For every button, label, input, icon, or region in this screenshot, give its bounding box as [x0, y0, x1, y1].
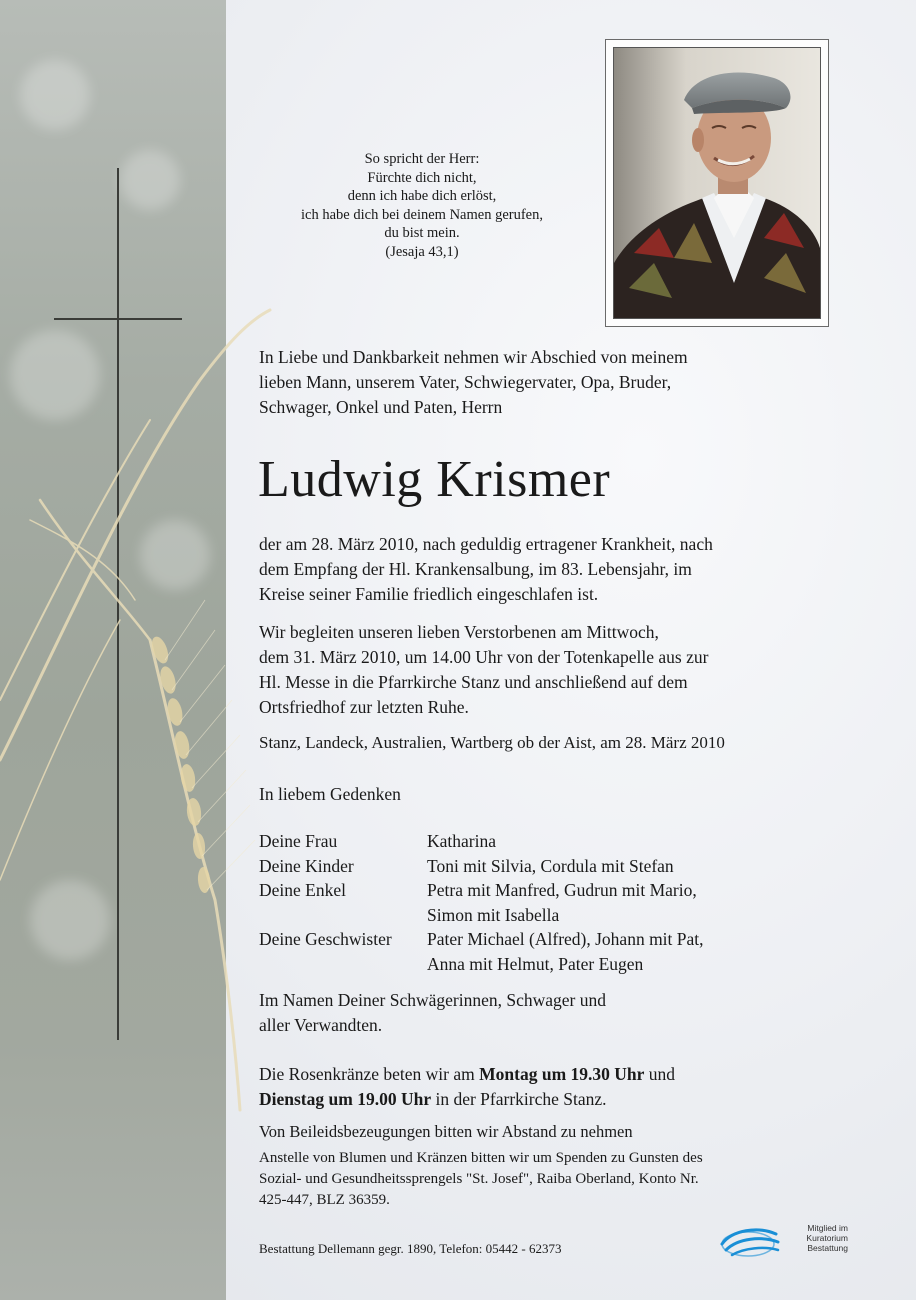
relatives-note [259, 988, 606, 1038]
family-role: Deine Kinder [259, 855, 354, 876]
family-row [259, 854, 704, 879]
relatives-line: aller Verwandten. [259, 1015, 383, 1035]
notice-line: dem Empfang der Hl. Krankensalbung, im 83. Lebensjahr, im [259, 559, 692, 579]
rosary-day1: Montag um 19.30 Uhr [479, 1064, 645, 1084]
funeral-line: Hl. Messe in die Pfarrkirche Stanz und anschließend auf dem [259, 672, 688, 692]
family-names: Toni mit Silvia, Cordula mit Stefan [427, 855, 674, 876]
verse-line: Fürchte dich nicht, [367, 169, 477, 186]
donation-line: Sozial- und Gesundheitssprengels "St. Josef", Raiba Oberland, Konto Nr. [259, 1171, 699, 1187]
side-panel [0, 0, 226, 1300]
death-notice [259, 532, 713, 607]
verse-line: So spricht der Herr: [364, 151, 480, 167]
family-row [259, 829, 704, 854]
family-names: Pater Michael (Alfred), Johann mit Pat, [427, 929, 704, 949]
cross-icon-beam [54, 318, 182, 320]
family-names: Anna mit Helmut, Pater Eugen [427, 953, 644, 974]
funeral-line: Wir begleiten unseren lieben Verstorbenen am Mittwoch, [259, 622, 659, 642]
intro-line: Schwager, Onkel und Paten, Herrn [259, 397, 503, 417]
intro-line: lieben Mann, unserem Vater, Schwiegervater, Opa, Bruder, [259, 372, 672, 392]
family-names: Katharina [427, 831, 496, 851]
notice-line: Kreise seiner Familie friedlich eingeschlafen ist. [259, 584, 599, 604]
kuratorium-logo-text: Mitglied im Kuratorium Bestattung [806, 1223, 848, 1253]
family-row [259, 927, 704, 976]
verse-reference: (Jesaja 43,1) [385, 243, 459, 260]
verse-line: denn ich habe dich erlöst, [347, 188, 497, 204]
family-names: Simon mit Isabella [427, 904, 560, 925]
condolence-note: Von Beileidsbezeugungen bitten wir Abstand zu nehmen [259, 1122, 633, 1141]
rosary-day2: Dienstag um 19.00 Uhr [259, 1089, 432, 1109]
family-role: Deine Enkel [259, 880, 346, 900]
family-role: Deine Geschwister [259, 929, 392, 949]
bible-verse [262, 150, 582, 261]
family-names: Petra mit Manfred, Gudrun mit Mario, [427, 880, 697, 900]
portrait-photo [613, 47, 821, 319]
verse-line: du bist mein. [384, 225, 460, 241]
funeral-home-footer: Bestattung Dellemann gegr. 1890, Telefon: 05442 - 62373 [259, 1241, 562, 1256]
cross-icon [117, 168, 119, 1040]
rosary-info: Die Rosenkränze beten wir am Montag um 19.30 Uhr und Dienstag um 19.00 Uhr in der Pfarrkirche Stanz. [259, 1064, 676, 1109]
intro-line: In Liebe und Dankbarkeit nehmen wir Abschied von meinem [259, 347, 688, 367]
deceased-name: Ludwig Krismer [258, 451, 611, 508]
family-list [259, 829, 704, 976]
notice-line: der am 28. März 2010, nach geduldig ertragener Krankheit, nach [259, 534, 713, 554]
portrait-frame [605, 39, 829, 327]
donation-line: 425-447, BLZ 36359. [259, 1192, 390, 1208]
funeral-line: dem 31. März 2010, um 14.00 Uhr von der Totenkapelle aus zur [259, 647, 709, 667]
donation-line: Anstelle von Blumen und Kränzen bitten wir um Spenden zu Gunsten des [259, 1150, 703, 1166]
verse-line: ich habe dich bei deinem Namen gerufen, [301, 206, 543, 223]
memory-heading: In liebem Gedenken [259, 784, 401, 804]
place-date: Stanz, Landeck, Australien, Wartberg ob der Aist, am 28. März 2010 [259, 733, 725, 752]
family-role: Deine Frau [259, 831, 338, 851]
funeral-details [259, 620, 708, 720]
family-row [259, 878, 704, 927]
funeral-line: Ortsfriedhof zur letzten Ruhe. [259, 697, 469, 717]
intro-text [259, 345, 688, 420]
relatives-line: Im Namen Deiner Schwägerinnen, Schwager und [259, 990, 606, 1010]
donation-note [259, 1148, 703, 1211]
